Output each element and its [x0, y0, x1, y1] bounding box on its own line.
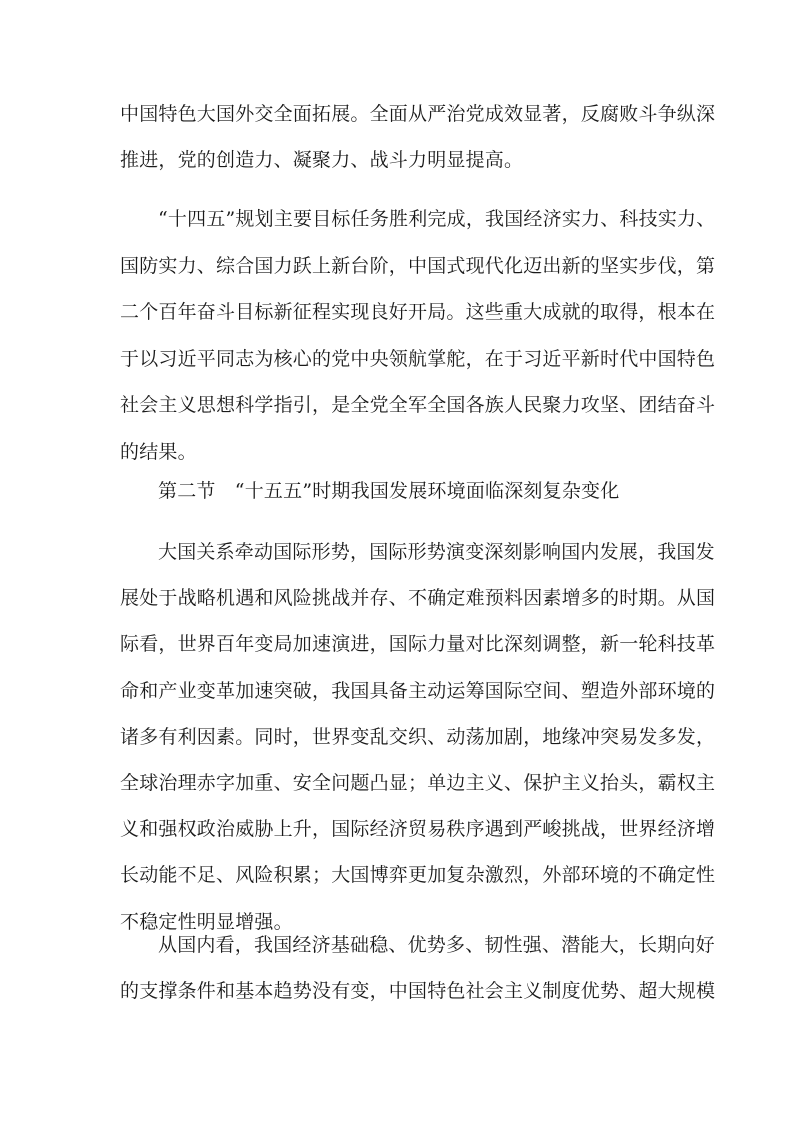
paragraph-2-line: 国防实力、综合国力跃上新台阶，中国式现代化迈出新的坚实步伐，第: [120, 254, 716, 277]
paragraph-1: [120, 102, 716, 194]
paragraph-3-line: 命和产业变革加速突破，我国具备主动运筹国际空间、塑造外部环境的: [120, 679, 716, 702]
paragraph-3-line: 长动能不足、风险积累；大国博弈更加复杂激烈，外部环境的不确定性: [120, 864, 716, 887]
paragraph-3-line: 大国关系牵动国际形势，国际形势演变深刻影响国内发展，我国发: [158, 541, 715, 563]
paragraph-3-line: 全球治理赤字加重、安全问题凸显；单边主义、保护主义抬头，霸权主: [120, 771, 716, 794]
section-heading-block: [120, 479, 682, 504]
paragraph-3-line: 诸多有利因素。同时，世界变乱交织、动荡加剧，地缘冲突易发多发，: [120, 725, 716, 748]
paragraph-4-line: 从国内看，我国经济基础稳、优势多、韧性强、潜能大，长期向好: [158, 934, 715, 956]
paragraph-2: [120, 207, 716, 486]
paragraph-2-line: 社会主义思想科学指引，是全党全军全国各族人民聚力攻坚、团结奋斗: [120, 394, 716, 416]
paragraph-3-line: 义和强权政治威胁上升，国际经济贸易秩序遇到严峻挑战，世界经济增: [120, 818, 716, 841]
paragraph-4-line: 的支撑条件和基本趋势没有变，中国特色社会主义制度优势、超大规模: [120, 980, 716, 1002]
paragraph-2-line: 的结果。: [120, 440, 197, 463]
paragraph-1-line: 中国特色大国外交全面拓展。全面从严治党成效显著，反腐败斗争纵深: [120, 103, 716, 125]
paragraph-1-line: 推进，党的创造力、凝聚力、战斗力明显提高。: [120, 149, 524, 171]
paragraph-2-line: 二个百年奋斗目标新征程实现良好开局。这些重大成就的取得，根本在: [120, 301, 716, 323]
paragraph-3: [120, 540, 716, 956]
section-heading: 第二节 “十五五”时期我国发展环境面临深刻复杂变化: [158, 480, 620, 502]
paragraph-2-line: 于以习近平同志为核心的党中央领航掌舵，在于习近平新时代中国特色: [120, 347, 716, 370]
paragraph-3-line: 际看，世界百年变局加速演进，国际力量对比深刻调整，新一轮科技革: [120, 633, 716, 656]
paragraph-3-line: 不稳定性明显增强。: [120, 910, 293, 933]
paragraph-2-line: “十四五”规划主要目标任务胜利完成，我国经济实力、科技实力、: [158, 208, 716, 230]
paragraph-4: [120, 933, 716, 1025]
paragraph-3-line: 展处于战略机遇和风险挑战并存、不确定难预料因素增多的时期。从国: [120, 587, 716, 610]
